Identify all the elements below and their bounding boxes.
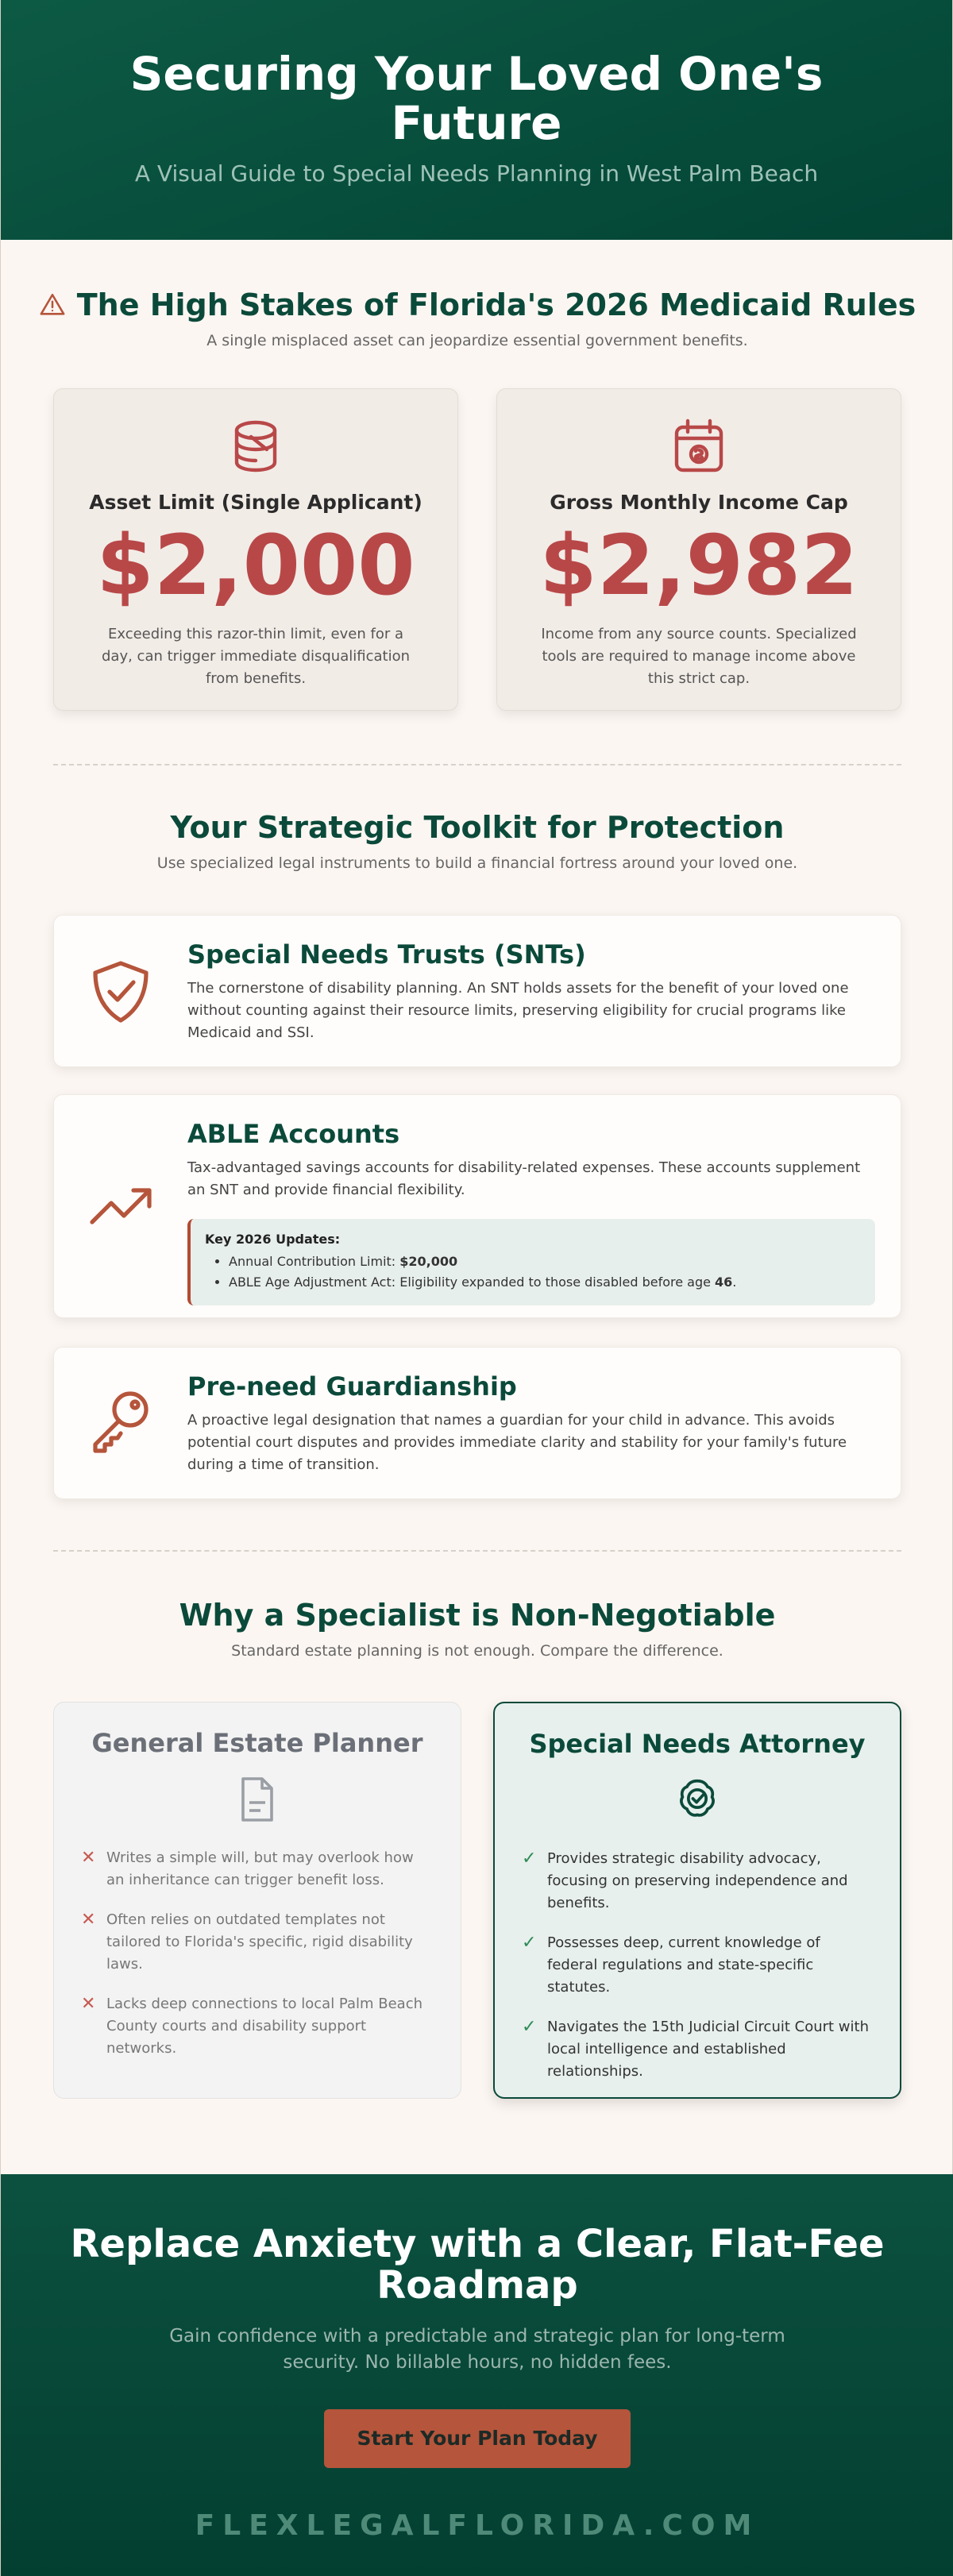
general-planner-title: General Estate Planner: [91, 1728, 423, 1758]
general-planner-card: [53, 1702, 461, 2099]
special-needs-attorney-card: [493, 1702, 901, 2099]
shield-check-icon: [86, 957, 156, 1027]
point-text: Lacks deep connections to local Palm Beach County courts and disability support networks.: [106, 1996, 423, 2057]
point-text: Navigates the 15th Judicial Circuit Court with local intelligence and established relationships.: [547, 2019, 869, 2080]
stakes-title: The High Stakes of Florida's 2026 Medicaid Rules: [76, 287, 916, 322]
page-subtitle: A Visual Guide to Special Needs Planning in West Palm Beach: [134, 160, 819, 187]
footer-subtitle: Gain confidence with a predictable and strategic plan for long-term security. No billable hours, no hidden fees.: [169, 2326, 785, 2373]
coins-icon: [229, 418, 283, 475]
toolkit-subtitle: Use specialized legal instruments to build a financial fortress around your loved one.: [156, 854, 798, 872]
able-updates-title: Key 2026 Updates:: [205, 1232, 341, 1247]
point-text: Possesses deep, current knowledge of federal regulations and state-specific statutes.: [547, 1934, 820, 1996]
checkmark-icon: ✓: [522, 1933, 537, 1953]
stakes-section: [1, 287, 953, 349]
list-item: [522, 2016, 873, 2083]
why-subtitle: Standard estate planning is not enough. Compare the difference.: [231, 1642, 723, 1660]
list-item: [81, 1993, 434, 2060]
able-description: Tax-advantaged savings accounts for disability-related expenses. These accounts supplement an SNT and provide financial flexibility.: [187, 1159, 861, 1198]
stat-cards: [53, 388, 901, 711]
list-item: [522, 1848, 873, 1915]
snt-title: Special Needs Trusts (SNTs): [187, 939, 586, 970]
toolkit-title: Your Strategic Toolkit for Protection: [170, 810, 785, 845]
able-title: ABLE Accounts: [187, 1119, 400, 1149]
start-plan-button[interactable]: Start Your Plan Today: [324, 2409, 631, 2468]
document-icon: [238, 1776, 276, 1823]
site-domain: FLEXLEGALFLORIDA.COM: [195, 2509, 760, 2542]
list-item: [81, 1847, 434, 1892]
special-needs-attorney-title: Special Needs Attorney: [529, 1729, 866, 1759]
point-text: Writes a simple will, but may overlook how an inheritance can trigger benefit loss.: [106, 1849, 414, 1888]
checkmark-icon: ✓: [522, 2017, 537, 2037]
general-planner-list: [81, 1847, 434, 2060]
list-item: [522, 1932, 873, 1999]
list-item: [81, 1909, 434, 1976]
stakes-subtitle: A single misplaced asset can jeopardize essential government benefits.: [206, 332, 748, 349]
cross-icon: ✕: [81, 1910, 96, 1930]
able-updates-box: [187, 1219, 875, 1305]
snt-description: The cornerstone of disability planning. An SNT holds assets for the benefit of your loved one without counting against their resource limits, preserving eligibility for crucial programs like Medicaid and SSI.: [187, 980, 849, 1041]
calendar-money-icon: [672, 418, 726, 475]
checkmark-icon: ✓: [522, 1849, 537, 1868]
why-title: Why a Specialist is Non-Negotiable: [179, 1598, 776, 1633]
update-value: 46: [715, 1275, 733, 1290]
able-update-item: [229, 1272, 861, 1293]
update-text: ABLE Age Adjustment Act: Eligibility expanded to those disabled before age: [229, 1275, 716, 1290]
snt-card: [53, 915, 901, 1067]
page-title: Securing Your Loved One's Future: [129, 47, 824, 150]
why-section: [1, 1598, 953, 1660]
key-icon: [86, 1387, 156, 1457]
cross-icon: ✕: [81, 1994, 96, 2014]
guardianship-description: A proactive legal designation that names a guardian for your child in advance. This avoids potential court disputes and provides immediate clarity and stability for your family's future during a time of transition.: [187, 1412, 847, 1473]
able-updates-list: [205, 1251, 861, 1293]
footer-title: Replace Anxiety with a Clear, Flat-Fee Roadmap: [70, 2222, 885, 2308]
able-card: [53, 1094, 901, 1318]
cross-icon: ✕: [81, 1848, 96, 1868]
section-divider: [53, 1550, 901, 1552]
asset-limit-value: $2,000: [96, 517, 415, 614]
asset-limit-card: [53, 388, 458, 711]
income-cap-card: [496, 388, 901, 711]
section-divider: [53, 764, 901, 765]
toolkit-section: [1, 810, 953, 872]
comparison-row: [53, 1702, 901, 2099]
income-cap-label: Gross Monthly Income Cap: [550, 491, 848, 514]
guardianship-card: [53, 1347, 901, 1499]
hero-header: [1, 0, 952, 240]
guardianship-title: Pre-need Guardianship: [187, 1371, 517, 1402]
update-value: $20,000: [399, 1254, 458, 1269]
income-cap-description: Income from any source counts. Specialized tools are required to manage income above this strict cap.: [541, 626, 857, 687]
income-cap-value: $2,982: [539, 517, 858, 614]
warning-icon: [39, 291, 66, 318]
point-text: Often relies on outdated templates not tailored to Florida's specific, rigid disability laws.: [106, 1911, 413, 1972]
special-needs-attorney-list: [522, 1848, 873, 2083]
update-text: Annual Contribution Limit:: [229, 1254, 400, 1269]
stakes-heading: [1, 287, 953, 322]
able-update-item: [229, 1251, 861, 1272]
seal-check-icon: [677, 1776, 718, 1821]
trend-up-icon: [86, 1171, 156, 1241]
point-text: Provides strategic disability advocacy, focusing on preserving independence and benefits.: [547, 1850, 848, 1911]
asset-limit-label: Asset Limit (Single Applicant): [89, 491, 422, 514]
cta-footer: [1, 2174, 953, 2576]
asset-limit-description: Exceeding this razor-thin limit, even for a day, can trigger immediate disqualification from benefits.: [102, 626, 410, 687]
update-text: .: [732, 1275, 737, 1290]
